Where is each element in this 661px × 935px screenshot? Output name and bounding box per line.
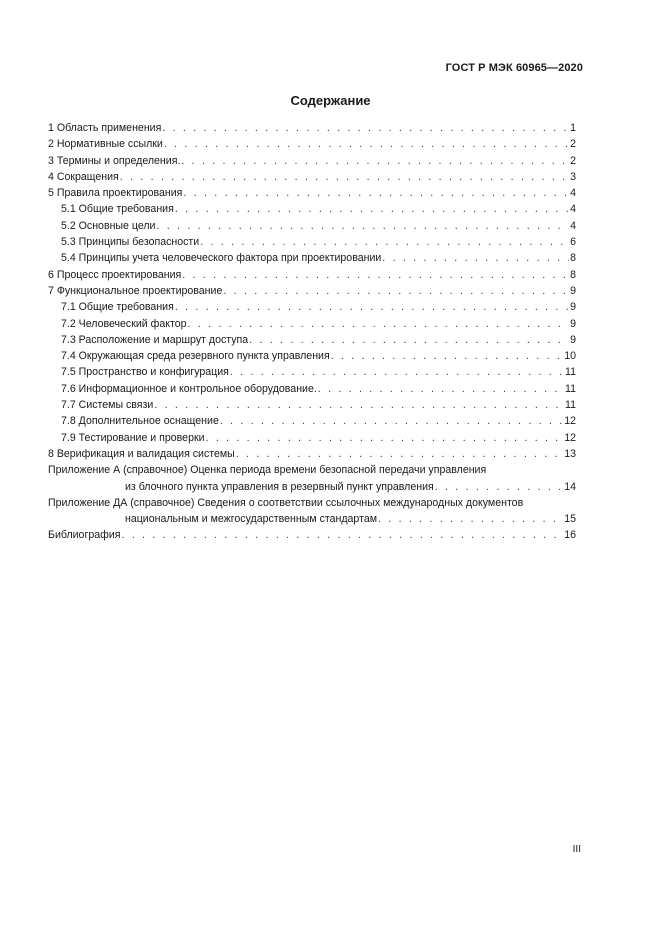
toc-entry-label: Библиография — [48, 529, 121, 542]
toc-entry-page: 8 — [570, 268, 576, 281]
toc-entry[interactable] — [48, 283, 576, 299]
leader-dots — [249, 332, 569, 348]
toc-entry[interactable] — [48, 250, 576, 266]
toc-entry-label: 7.5 Пространство и конфигурация — [61, 366, 229, 379]
toc-entry-label: 3 Термины и определения. — [48, 154, 181, 167]
toc-entry[interactable] — [48, 136, 576, 152]
leader-dots — [331, 348, 564, 364]
leader-dots — [162, 120, 569, 136]
leader-dots — [230, 364, 564, 380]
toc-entry[interactable] — [48, 218, 576, 234]
toc-entry[interactable] — [48, 413, 576, 429]
page-title: Содержание — [290, 93, 371, 108]
leader-dots — [188, 316, 570, 332]
toc-entry-label: 4 Сокращения — [48, 170, 119, 183]
toc-entry-annex-da[interactable] — [48, 495, 576, 528]
toc-entry[interactable] — [48, 430, 576, 446]
toc-entry-page: 4 — [570, 203, 576, 216]
leader-dots — [121, 527, 563, 543]
toc-entry[interactable] — [48, 185, 576, 201]
toc-entry-page: 9 — [570, 301, 576, 314]
toc-entry-page: 6 — [570, 236, 576, 249]
toc-entry-page: 11 — [565, 366, 576, 379]
leader-dots — [220, 413, 563, 429]
leader-dots — [200, 234, 569, 250]
toc-entry-label: 7.1 Общие требования — [61, 301, 174, 314]
leader-dots — [435, 479, 563, 495]
toc-entry-label: 5 Правила проектирования — [48, 187, 183, 200]
table-of-contents — [48, 120, 576, 544]
leader-dots — [182, 267, 569, 283]
toc-entry-label: 2 Нормативные ссылки — [48, 138, 163, 151]
toc-entry[interactable] — [48, 348, 576, 364]
toc-entry-label: 7.6 Информационное и контрольное оборудование. — [61, 382, 317, 395]
toc-entry-label: 7 Функциональное проектирование — [48, 284, 223, 297]
toc-entry[interactable] — [48, 316, 576, 332]
leader-dots — [318, 381, 564, 397]
toc-entry-label: 5.2 Основные цели — [61, 219, 156, 232]
leader-dots — [154, 397, 564, 413]
toc-entry-label: 7.7 Системы связи — [61, 399, 154, 412]
toc-entry-label: 7.4 Окружающая среда резервного пункта управления — [61, 350, 330, 363]
toc-entry-label: Приложение ДА (справочное) Сведения о соответствии ссылочных международных документов — [48, 496, 524, 509]
toc-entry-label: 7.2 Человеческий фактор — [61, 317, 187, 330]
toc-entry-page: 8 — [570, 252, 576, 265]
toc-entry[interactable] — [48, 201, 576, 217]
leader-dots — [164, 136, 569, 152]
toc-entry-label: Приложение А (справочное) Оценка периода времени безопасной передачи управления — [48, 464, 487, 477]
document-code: ГОСТ Р МЭК 60965—2020 — [445, 62, 583, 74]
toc-entry-annex-a[interactable] — [48, 462, 576, 495]
leader-dots — [156, 218, 569, 234]
toc-entry-label: 5.4 Принципы учета человеческого фактора при проектировании — [61, 252, 382, 265]
leader-dots — [183, 185, 569, 201]
toc-entry-label: 8 Верификация и валидация системы — [48, 447, 235, 460]
toc-entry-label: 6 Процесс проектирования — [48, 268, 182, 281]
leader-dots — [378, 511, 563, 527]
toc-entry-label: 5.3 Принципы безопасности — [61, 236, 200, 249]
toc-entry[interactable] — [48, 397, 576, 413]
toc-entry[interactable] — [48, 299, 576, 315]
toc-entry-page: 9 — [570, 333, 576, 346]
toc-entry[interactable] — [48, 169, 576, 185]
toc-entry-label: 7.9 Тестирование и проверки — [61, 431, 205, 444]
leader-dots — [120, 169, 569, 185]
toc-entry-page: 9 — [570, 284, 576, 297]
toc-entry-page: 9 — [570, 317, 576, 330]
toc-entry-bibliography[interactable] — [48, 527, 576, 543]
toc-entry-page: 11 — [565, 399, 576, 412]
toc-entry-page: 12 — [564, 431, 576, 444]
toc-entries — [48, 120, 576, 462]
toc-entry-page: 16 — [564, 529, 576, 542]
toc-entry-label-cont: из блочного пункта управления в резервный пункт управления — [125, 480, 434, 493]
page-number: III — [572, 844, 581, 855]
toc-entry[interactable] — [48, 153, 576, 169]
toc-entry-label: 7.8 Дополнительное оснащение — [61, 415, 219, 428]
toc-entry[interactable] — [48, 234, 576, 250]
toc-entry-page: 12 — [564, 415, 576, 428]
leader-dots — [223, 283, 569, 299]
leader-dots — [175, 299, 569, 315]
toc-entry-page: 10 — [564, 350, 576, 363]
toc-entry-page: 3 — [570, 170, 576, 183]
toc-entry[interactable] — [48, 364, 576, 380]
toc-entry-page: 14 — [564, 480, 576, 493]
toc-entry-label-cont: национальным и межгосударственным стандартам — [125, 513, 377, 526]
toc-entry-page: 4 — [570, 187, 576, 200]
leader-dots — [175, 201, 569, 217]
toc-entry[interactable] — [48, 267, 576, 283]
toc-entry-page: 15 — [564, 513, 576, 526]
toc-entry[interactable] — [48, 381, 576, 397]
toc-entry-label: 7.3 Расположение и маршрут доступа — [61, 333, 249, 346]
toc-entry[interactable] — [48, 446, 576, 462]
toc-entry-page: 4 — [570, 219, 576, 232]
toc-entry-label: 1 Область применения — [48, 122, 162, 134]
toc-entry-page: 2 — [570, 154, 576, 167]
toc-entry[interactable] — [48, 332, 576, 348]
leader-dots — [206, 430, 564, 446]
toc-entry-page: 13 — [564, 447, 576, 460]
leader-dots — [236, 446, 563, 462]
toc-entry-page: 1 — [570, 122, 576, 134]
toc-entry-page: 11 — [565, 382, 576, 395]
toc-entry[interactable] — [48, 120, 576, 136]
leader-dots — [181, 153, 569, 169]
toc-entry-page: 2 — [570, 138, 576, 151]
leader-dots — [382, 250, 569, 266]
toc-entry-label: 5.1 Общие требования — [61, 203, 174, 216]
